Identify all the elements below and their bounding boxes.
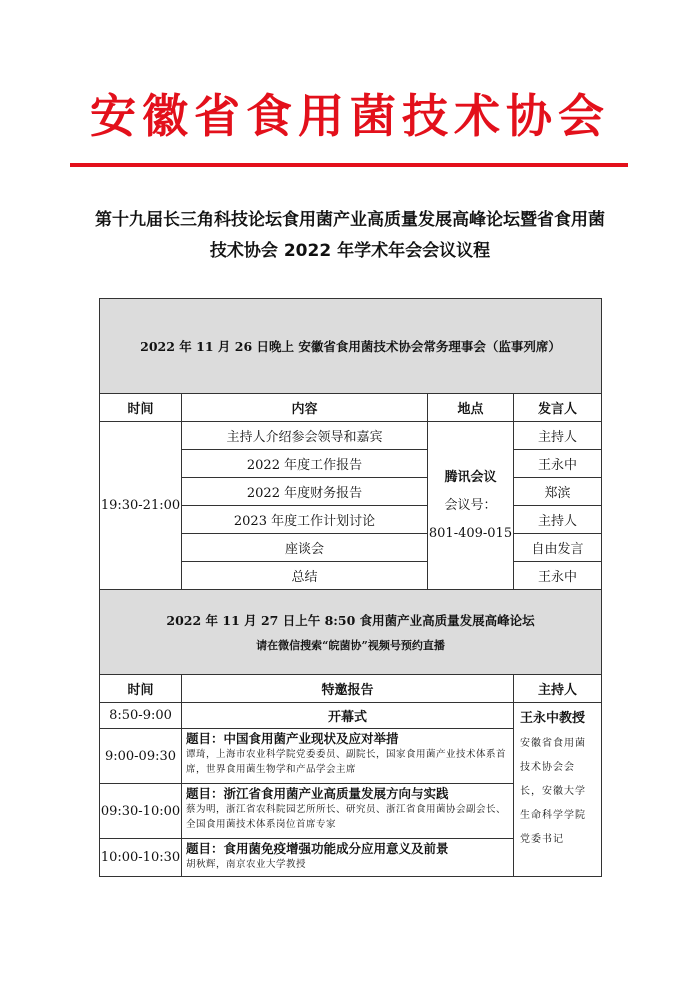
report-title: 题目：浙江省食用菌产业高质量发展方向与实践 — [186, 786, 449, 801]
title-line-2: 技术协会 2022 年学术年会会议议程 — [209, 241, 491, 261]
table-row — [100, 422, 602, 450]
header-red-rule — [70, 163, 628, 167]
header-time: 时间 — [100, 675, 182, 703]
report-speaker: 谭琦，上海市农业科学院党委委员、副院长，国家食用菌产业技术体系首席，世界食用菌生物学和产品学会主席 — [186, 749, 507, 775]
table-row — [100, 703, 602, 729]
document-title — [80, 205, 620, 267]
header-venue: 地点 — [428, 394, 514, 422]
item-speaker: 王永中 — [514, 562, 602, 590]
session1-header-row — [100, 394, 602, 422]
item-speaker: 郑滨 — [514, 478, 602, 506]
session1-venue — [428, 422, 514, 590]
meeting-number: 801-409-015 — [428, 525, 513, 541]
session2-title-cell — [100, 590, 602, 675]
header-speaker: 发言人 — [514, 394, 602, 422]
session2-title-row — [100, 590, 602, 675]
header-report: 特邀报告 — [182, 675, 514, 703]
item-speaker: 王永中 — [514, 450, 602, 478]
opening-ceremony: 开幕式 — [182, 703, 514, 729]
header-content: 内容 — [182, 394, 428, 422]
agenda-table — [99, 298, 602, 877]
item-speaker: 主持人 — [514, 422, 602, 450]
item-speaker: 主持人 — [514, 506, 602, 534]
session1-title-row — [100, 299, 602, 394]
item-content: 2022 年度工作报告 — [182, 450, 428, 478]
report-title: 题目：食用菌免疫增强功能成分应用意义及前景 — [186, 841, 449, 856]
report-cell — [182, 839, 514, 877]
venue-name: 腾讯会议 — [444, 469, 497, 485]
report-speaker: 蔡为明，浙江省农科院园艺所所长、研究员、浙江省食用菌协会副会长、全国食用菌技术体系岗位首席专家 — [186, 804, 507, 830]
title-line-1: 第十九届长三角科技论坛食用菌产业高质量发展高峰论坛暨省食用菌 — [95, 210, 605, 230]
session2-header-row — [100, 675, 602, 703]
item-content: 2022 年度财务报告 — [182, 478, 428, 506]
report-cell — [182, 784, 514, 839]
report-title: 题目：中国食用菌产业现状及应对举措 — [186, 731, 399, 746]
item-content: 2023 年度工作计划讨论 — [182, 506, 428, 534]
report-cell — [182, 729, 514, 784]
item-content: 主持人介绍参会领导和嘉宾 — [182, 422, 428, 450]
host-name: 王永中教授 — [520, 711, 586, 726]
host-bio: 安徽省食用菌技术协会会长，安徽大学生命科学学院党委书记 — [520, 738, 586, 845]
session1-time: 19:30-21:00 — [100, 422, 182, 590]
item-content: 座谈会 — [182, 534, 428, 562]
item-speaker: 自由发言 — [514, 534, 602, 562]
report-speaker: 胡秋辉，南京农业大学教授 — [186, 859, 307, 870]
report-time: 8:50-9:00 — [100, 703, 182, 729]
report-time: 10:00-10:30 — [100, 839, 182, 877]
item-content: 总结 — [182, 562, 428, 590]
venue-label: 会议号： — [444, 497, 497, 513]
report-time: 9:00-09:30 — [100, 729, 182, 784]
header-time: 时间 — [100, 394, 182, 422]
livestream-note: 请在微信搜索“皖菌协”视频号预约直播 — [256, 639, 445, 652]
report-time: 09:30-10:00 — [100, 784, 182, 839]
org-name-header: 安徽省食用菌技术协会 — [90, 89, 610, 143]
host-cell — [514, 703, 602, 877]
session1-title: 2022 年 11 月 26 日晚上 安徽省食用菌技术协会常务理事会（监事列席） — [100, 299, 602, 394]
session2-title: 2022 年 11 月 27 日上午 8:50 食用菌产业高质量发展高峰论坛 — [166, 613, 535, 628]
header-host: 主持人 — [514, 675, 602, 703]
